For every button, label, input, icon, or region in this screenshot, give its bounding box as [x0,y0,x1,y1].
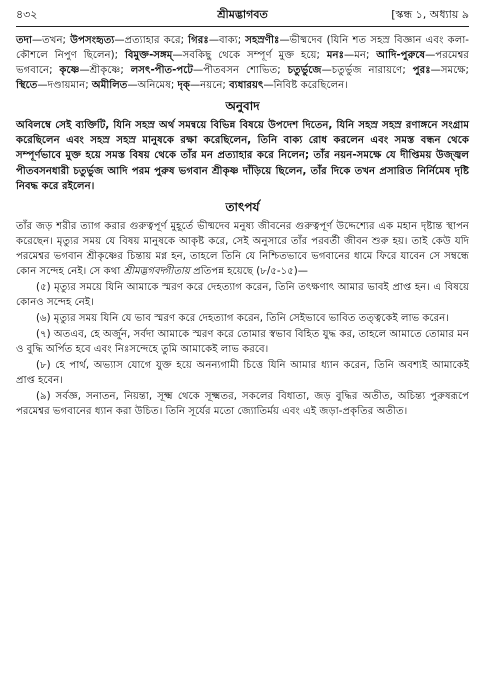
header-divider [16,26,469,27]
synonym-word: অমীলিত [91,80,128,91]
synonym-meaning: —পীতবসন শোভিত; [192,65,288,76]
page-body [16,33,469,419]
synonym-meaning: —সমক্ষে; [430,65,469,76]
synonym-word: স্থিতে [16,80,38,91]
synonym-word: উপসংহৃত্য [70,35,115,46]
synonym-word: বিমুক্ত-সঙ্গম্ [124,50,173,61]
purport-intro-after: প্রতিপন্ন হয়েছে (৮/৫-১৫)— [189,266,308,278]
synonym-word: লসৎ-পীত-পটে [130,65,193,76]
synonym-word: আদি-পুরুষে [376,50,426,61]
synonym-meaning: —নিবিষ্ট করেছিলেন। [263,80,348,91]
synonym-word: গিরঃ [188,35,209,46]
synonym-meaning: —ভীষ্মদেব (যিনি শত সহস্র বিজ্ঞান এবং কলা-কৌশলে নিপুণ ছিলেন); [16,35,469,61]
book-title: শ্রীমদ্ভাগবত [217,8,268,21]
synonym-meaning: —নয়নে; [189,80,230,91]
synonym-word: সহস্রণীঃ [245,35,280,46]
gita-quote-8: (৮) হে পার্থ, অভ্যাস যোগে যুক্ত হয়ে অনন্যগামী চিত্তে যিনি আমার ধ্যান করেন, তিনি অবশ্যই আমাকেই প্রাপ্ত হবেন। [16,360,469,387]
synonym-meaning: —দণ্ডায়মান; [37,80,92,91]
synonyms-paragraph [16,33,469,93]
synonym-meaning: —অনিমেষ; [127,80,178,91]
purport-intro [16,219,469,279]
synonym-word: দৃক্ [177,80,190,91]
synonym-meaning: —চতুর্ভুজ নারায়ণে; [321,65,413,76]
synonym-meaning: —সবকিছু থেকে সম্পূর্ণ মুক্ত হয়ে; [172,50,327,61]
gita-quote-6: (৬) মৃত্যুর সময় যিনি যে ভাব স্মরণ করে দেহত্যাগ করেন, তিনি সেইভাবে ভাবিত তত্ত্বকেই লাভ করেন। [36,313,449,325]
synonym-meaning: —পরমেশ্বর ভগবানে; [16,50,469,76]
synonym-meaning: —প্রত্যাহার করে; [114,35,189,46]
purport-intro-text: তাঁর জড় শরীর ত্যাগ করার গুরুত্বপূর্ণ মুহূর্তে ভীষ্মদেব মনুষ্য জীবনের গুরুত্বপূর্ণ উদ্দেশ্যের এক মহান দৃষ্টান্ত স্থাপন করেছেন। মৃত্যুর সময় যে বিষয় মানুষকে আকৃষ্ট করে, সেই অনুসারে তাঁর পরবর্তী জীবন শুরু হয়। তাই কেউ যদি পরমেশ্বর ভগবান শ্রীকৃষ্ণের চিন্তায় মগ্ন হন, তাহলে তিনি যে নিশ্চিতভাবে ভগবানের ধামে ফিরে যাবেন সে সম্বন্ধে কোন সন্দেহ নেই। সে কথা [16,221,469,278]
synonym-word: চতুর্ভুজে [287,65,322,76]
gita-reference: শ্রীমদ্ভগবদ্গীতায় [123,266,190,278]
synonym-word: পুরঃ [412,65,431,76]
translation-paragraph: অবিলম্বে সেই ব্যক্তিটি, যিনি সহস্র অর্থ সমন্বয়ে বিভিন্ন বিষয়ে উপদেশ দিতেন, যিনি সহস্র সহস্র রণাঙ্গনে সংগ্রাম করেছিলেন এবং সহস্র সহস্র মানুষকে রক্ষা করেছিলেন, তিনি বাক্য রোধ করলেন এবং সমস্ত বন্ধন থেকে সম্পূর্ণভাবে মুক্ত হয়ে সমস্ত বিষয় থেকে তাঁর মন প্রত্যাহার করে নিলেন; তাঁর নয়ন-সমক্ষে যে দীপ্তিময় উজ্জ্বল পীতবসনধারী চতুর্ভুজ আদি পরম পুরুষ ভগবান শ্রীকৃষ্ণ দাঁড়িয়ে ছিলেন, তাঁর দিকে তখন প্রসারিত নির্নিমেষ দৃষ্টি নিবদ্ধ করে রইলেন। [16,120,469,192]
synonym-meaning: —মন; [344,50,377,61]
synonym-meaning: —তখন; [31,35,71,46]
gita-quote-5: (৫) মৃত্যুর সময়ে যিনি আমাকে স্মরণ করে দেহত্যাগ করেন, তিনি তৎক্ষণাৎ আমার ভাবই প্রাপ্ত হন। এ বিষয়ে কোনও সন্দেহ নেই। [16,282,469,309]
translation-heading: অনুবাদ [225,99,260,113]
purport-heading: তাৎপর্য [225,200,260,215]
gita-quote-9: (৯) সর্বজ্ঞ, সনাতন, নিয়ন্তা, সূক্ষ্ম থেকে সূক্ষ্মতর, সকলের বিধাতা, জড় বুদ্ধির অতীত, অচিন্ত্য পুরুষরূপে পরমেশ্বর ভগবানের ধ্যান করা উচিত। তিনি সূর্যের মতো জ্যোতির্ময় এবং এই জড়া-প্রকৃতির অতীত। [16,391,469,418]
chapter-label: [স্কন্ধ ১, অধ্যায় ৯ [391,8,469,21]
synonym-meaning: —বাক্য; [208,35,246,46]
gita-quote-7: (৭) অতএব, হে অর্জুন, সর্বদা আমাকে স্মরণ করে তোমার স্বভাব বিহিত যুদ্ধ কর, তাহলে আমাতে তোমার মন ও বুদ্ধি অর্পিত হবে এবং নিঃসন্দেহে তুমি আমাকেই লাভ করবে। [16,329,469,356]
page-number: ৪৩২ [16,8,38,21]
synonym-word: মনঃ [326,50,345,61]
synonym-word: কৃষ্ণে [59,65,80,76]
synonym-meaning: —শ্রীকৃষ্ণে; [79,65,131,76]
synonym-word: তদা [16,35,32,46]
synonym-word: ব্যধারয়ৎ [229,80,264,91]
page-header [16,6,469,24]
